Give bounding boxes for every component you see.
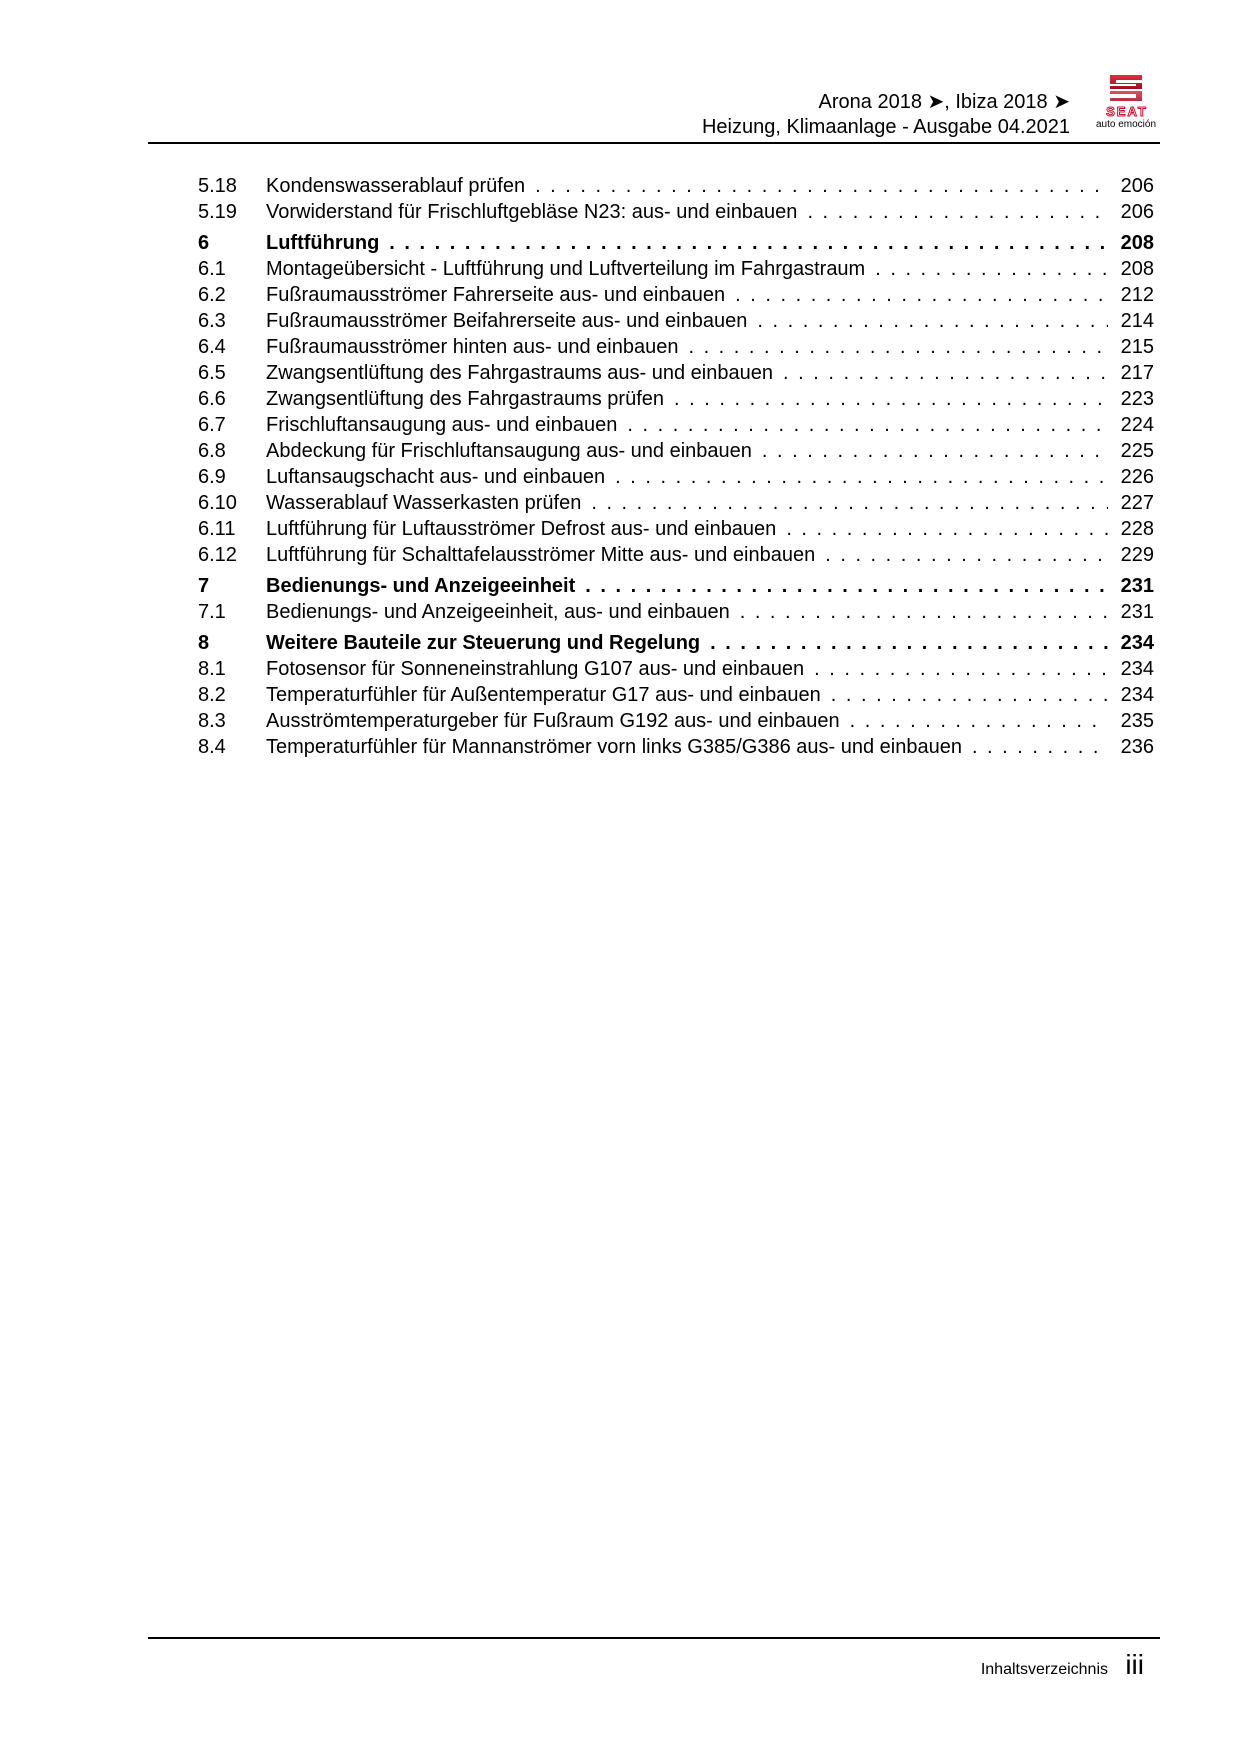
- toc-entry-page: 226: [1120, 466, 1154, 488]
- toc-entry-number: 6.8: [198, 440, 226, 462]
- toc-entry-title: Temperaturfühler für Außentemperatur G17 aus- und einbauen: [266, 684, 821, 706]
- toc-entry-page: 223: [1120, 388, 1154, 410]
- toc-dot-leader: [591, 490, 1108, 516]
- toc-entry-number: 6.2: [198, 284, 226, 306]
- toc-dot-leader: [831, 682, 1108, 708]
- toc-entry[interactable]: [198, 199, 1154, 225]
- toc-dot-leader: [615, 464, 1108, 490]
- toc-dot-leader: [875, 256, 1108, 282]
- toc-dot-leader: [850, 708, 1108, 734]
- toc-entry-page: 231: [1120, 575, 1154, 597]
- toc-dot-leader: [825, 542, 1108, 568]
- toc-entry[interactable]: [198, 334, 1154, 360]
- seat-logo: [1083, 74, 1169, 132]
- toc-chapter-entry[interactable]: [198, 230, 1154, 256]
- toc-entry-title: Ausströmtemperaturgeber für Fußraum G192 aus- und einbauen: [266, 710, 840, 732]
- toc-entry-number: 6.4: [198, 336, 226, 358]
- toc-entry[interactable]: [198, 516, 1154, 542]
- toc-entry-title: Vorwiderstand für Frischluftgebläse N23: aus- und einbauen: [266, 201, 798, 223]
- seat-emblem-icon: [1083, 74, 1169, 108]
- toc-entry-number: 6.11: [198, 518, 236, 540]
- toc-dot-leader: [735, 282, 1108, 308]
- toc-entry-page: 227: [1120, 492, 1154, 514]
- seat-wordmark: SEAT: [1106, 104, 1148, 119]
- toc-entry-page: 212: [1120, 284, 1154, 306]
- toc-entry-number: 6.6: [198, 388, 226, 410]
- toc-entry[interactable]: [198, 734, 1154, 760]
- toc-dot-leader: [710, 630, 1108, 656]
- toc-dot-leader: [535, 173, 1108, 199]
- toc-entry-title: Bedienungs- und Anzeigeeinheit, aus- und einbauen: [266, 601, 730, 623]
- toc-entry-number: 5.19: [198, 201, 237, 223]
- toc-entry-title: Fußraumausströmer Beifahrerseite aus- und einbauen: [266, 310, 748, 332]
- toc-entry-page: 236: [1120, 736, 1154, 758]
- toc-entry-page: 224: [1120, 414, 1154, 436]
- toc-entry-number: 6: [198, 232, 210, 254]
- toc-entry-title: Abdeckung für Frischluftansaugung aus- und einbauen: [266, 440, 752, 462]
- toc-entry[interactable]: [198, 386, 1154, 412]
- footer-section-name: Inhaltsverzeichnis: [980, 1661, 1108, 1678]
- toc-entry[interactable]: [198, 490, 1154, 516]
- toc-entry-title: Wasserablauf Wasserkasten prüfen: [266, 492, 582, 514]
- toc-entry-title: Frischluftansaugung aus- und einbauen: [266, 414, 618, 436]
- toc-entry-title: Weitere Bauteile zur Steuerung und Regelung: [266, 632, 701, 654]
- toc-entry[interactable]: [198, 464, 1154, 490]
- toc-entry-title: Zwangsentlüftung des Fahrgastraums aus- und einbauen: [266, 362, 773, 384]
- toc-entry-number: 8.4: [198, 736, 226, 758]
- toc-entry-title: Luftführung für Luftausströmer Defrost aus- und einbauen: [266, 518, 777, 540]
- toc-entry-page: 206: [1120, 201, 1154, 223]
- toc-entry-number: 6.5: [198, 362, 226, 384]
- toc-entry[interactable]: [198, 412, 1154, 438]
- toc-entry-page: 234: [1120, 632, 1154, 654]
- toc-entry-page: 214: [1120, 310, 1154, 332]
- toc-entry-number: 7: [198, 575, 210, 597]
- toc-dot-leader: [972, 734, 1108, 760]
- toc-entry[interactable]: [198, 708, 1154, 734]
- toc-entry-page: 235: [1120, 710, 1154, 732]
- toc-chapter-entry[interactable]: [198, 630, 1154, 656]
- toc-entry-number: 6.1: [198, 258, 226, 280]
- toc-entry-title: Luftansaugschacht aus- und einbauen: [266, 466, 606, 488]
- toc-dot-leader: [807, 199, 1108, 225]
- toc-entry[interactable]: [198, 256, 1154, 282]
- header-vehicle-line: Arona 2018 ➤, Ibiza 2018 ➤: [818, 91, 1070, 113]
- toc-entry[interactable]: [198, 438, 1154, 464]
- toc-entry-title: Zwangsentlüftung des Fahrgastraums prüfen: [266, 388, 664, 410]
- toc-dot-leader: [688, 334, 1108, 360]
- toc-entry-number: 7.1: [198, 601, 226, 623]
- toc-entry[interactable]: [198, 173, 1154, 199]
- table-of-contents: [198, 173, 1154, 760]
- toc-entry-page: 234: [1120, 658, 1154, 680]
- toc-entry-number: 6.10: [198, 492, 237, 514]
- toc-dot-leader: [757, 308, 1108, 334]
- toc-entry[interactable]: [198, 360, 1154, 386]
- toc-entry-page: 208: [1120, 232, 1154, 254]
- toc-entry[interactable]: [198, 599, 1154, 625]
- toc-entry-number: 6.12: [198, 544, 237, 566]
- toc-entry-number: 6.7: [198, 414, 226, 436]
- toc-entry-number: 5.18: [198, 175, 237, 197]
- toc-dot-leader: [814, 656, 1108, 682]
- toc-entry-page: 234: [1120, 684, 1154, 706]
- toc-entry-title: Kondenswasserablauf prüfen: [266, 175, 526, 197]
- toc-entry-number: 8.2: [198, 684, 226, 706]
- toc-entry-title: Fußraumausströmer Fahrerseite aus- und einbauen: [266, 284, 726, 306]
- toc-entry[interactable]: [198, 282, 1154, 308]
- toc-entry-title: Fotosensor für Sonneneinstrahlung G107 aus- und einbauen: [266, 658, 805, 680]
- toc-dot-leader: [786, 516, 1108, 542]
- toc-entry-page: 217: [1120, 362, 1154, 384]
- footer-page-number: iii: [1125, 1649, 1144, 1680]
- toc-entry-title: Bedienungs- und Anzeigeeinheit: [266, 575, 576, 597]
- toc-entry-title: Montageübersicht - Luftführung und Luftverteilung im Fahrgastraum: [266, 258, 866, 280]
- toc-dot-leader: [783, 360, 1108, 386]
- toc-entry-page: 228: [1120, 518, 1154, 540]
- toc-entry-page: 231: [1120, 601, 1154, 623]
- header-rule: [148, 142, 1160, 144]
- toc-dot-leader: [674, 386, 1108, 412]
- header-manual-title: Heizung, Klimaanlage - Ausgabe 04.2021: [701, 116, 1070, 138]
- page-header: [702, 90, 1070, 140]
- toc-entry[interactable]: [198, 542, 1154, 568]
- toc-entry-title: Fußraumausströmer hinten aus- und einbauen: [266, 336, 679, 358]
- toc-entry-page: 229: [1120, 544, 1154, 566]
- toc-entry-title: Temperaturfühler für Mannanströmer vorn links G385/G386 aus- und einbauen: [266, 736, 962, 758]
- toc-dot-leader: [627, 412, 1108, 438]
- toc-entry-page: 208: [1120, 258, 1154, 280]
- footer-rule: [148, 1637, 1160, 1639]
- toc-chapter-entry[interactable]: [198, 573, 1154, 599]
- toc-entry-number: 8.1: [198, 658, 226, 680]
- toc-entry-page: 206: [1120, 175, 1154, 197]
- toc-dot-leader: [389, 230, 1108, 256]
- toc-dot-leader: [585, 573, 1108, 599]
- toc-entry-title: Luftführung: [266, 232, 380, 254]
- toc-entry-number: 6.9: [198, 466, 226, 488]
- toc-entry-number: 8: [198, 632, 210, 654]
- toc-entry[interactable]: [198, 656, 1154, 682]
- toc-entry[interactable]: [198, 308, 1154, 334]
- toc-entry-page: 215: [1120, 336, 1154, 358]
- toc-entry[interactable]: [198, 682, 1154, 708]
- toc-dot-leader: [762, 438, 1108, 464]
- toc-dot-leader: [740, 599, 1108, 625]
- toc-entry-title: Luftführung für Schalttafelausströmer Mitte aus- und einbauen: [266, 544, 816, 566]
- seat-tagline: auto emoción: [1095, 119, 1157, 130]
- toc-entry-number: 8.3: [198, 710, 226, 732]
- toc-entry-page: 225: [1120, 440, 1154, 462]
- toc-entry-number: 6.3: [198, 310, 226, 332]
